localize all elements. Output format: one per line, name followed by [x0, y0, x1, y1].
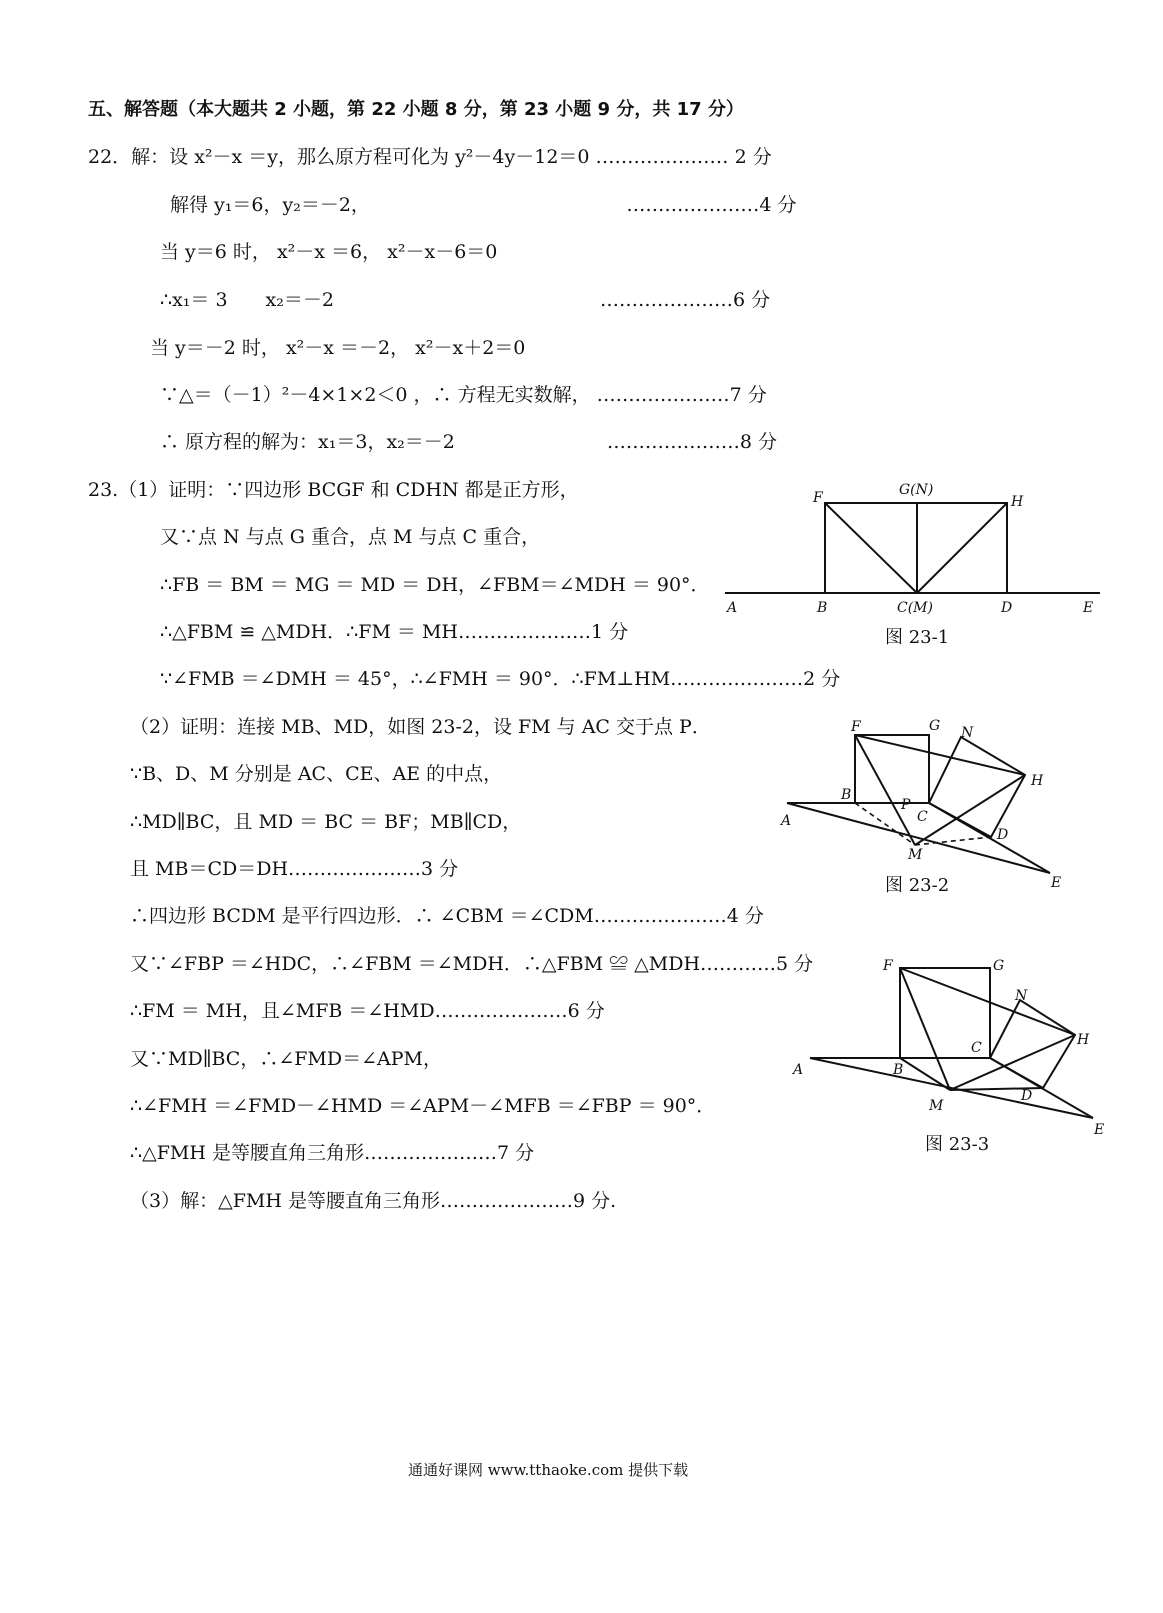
fig1-label-e: E	[1083, 600, 1094, 616]
q22-line-3: 当 y＝6 时， x²－x ＝6， x²－x－6＝0	[160, 241, 498, 263]
fig3-label-g: G	[993, 958, 1005, 974]
q22-line-7: ∴ 原方程的解为：x₁＝3，x₂＝－2 …………………8 分	[160, 431, 778, 453]
q23-p2-line-7: ∴FM ＝ MH，且∠MFB ＝∠HMD…………………6 分	[130, 1000, 605, 1022]
fig2-label-b: B	[841, 787, 852, 803]
q23-p2-line-8: 又∵MD∥BC，∴∠FMD＝∠APM，	[130, 1048, 442, 1070]
fig2-label-c: C	[917, 809, 928, 825]
q22-line-4: ∴x₁＝ 3 x₂＝－2 …………………6 分	[160, 289, 771, 311]
q23-p1-line-3: ∴FB ＝ BM ＝ MG ＝ MD ＝ DH，∠FBM＝∠MDH ＝ 90°．	[160, 574, 710, 596]
fig1-label-d: D	[1001, 600, 1013, 616]
fig1-label-h: H	[1011, 494, 1024, 510]
section-title: 五、解答题（本大题共 2 小题，第 22 小题 8 分，第 23 小题 9 分，共 17 分）	[88, 99, 744, 120]
fig2-label-d: D	[997, 827, 1009, 843]
q23-p2-line-1: （2）证明：连接 MB、MD，如图 23-2，设 FM 与 AC 交于点 P．	[130, 716, 711, 738]
figure-23-1-caption: 图 23-1	[885, 627, 950, 648]
fig3-label-m: M	[929, 1098, 944, 1114]
q23-p2-line-10: ∴△FMH 是等腰直角三角形…………………7 分	[130, 1142, 535, 1164]
fig3-label-b: B	[893, 1062, 904, 1078]
q22-line-5: 当 y＝－2 时， x²－x ＝－2， x²－x＋2＝0	[150, 337, 526, 359]
figure-23-3	[785, 950, 1105, 1140]
q23-p1-line-5: ∵∠FMB ＝∠DMH ＝ 45°，∴∠FMH ＝ 90°．∴FM⊥HM…………………2 分	[160, 668, 841, 690]
fig1-label-f: F	[813, 490, 823, 506]
fig2-label-p: P	[901, 797, 911, 813]
q23-p2-line-3: ∴MD∥BC，且 MD ＝ BC ＝ BF；MB∥CD，	[130, 811, 522, 833]
q23-p2-line-2: ∵B、D、M 分别是 AC、CE、AE 的中点，	[130, 763, 503, 785]
fig1-label-cm: C(M)	[897, 600, 933, 616]
fig3-label-d: D	[1021, 1088, 1033, 1104]
q23-p2-line-5: ∴四边形 BCDM 是平行四边形．∴ ∠CBM ＝∠CDM…………………4 分	[130, 905, 764, 927]
footer-text: 通通好课网 www.tthaoke.com 提供下载	[408, 1461, 689, 1479]
fig3-label-n: N	[1015, 988, 1028, 1004]
q22-line-6: ∵△＝（－1）²－4×1×2＜0 ，∴ 方程无实数解， …………………7 分	[160, 384, 767, 406]
q23-p1-line-2: 又∵点 N 与点 G 重合，点 M 与点 C 重合，	[160, 526, 541, 548]
fig2-label-m: M	[908, 847, 923, 863]
q23-p2-line-6: 又∵∠FBP ＝∠HDC，∴∠FBM ＝∠MDH．∴△FBM ≌ △MDH…………5 分	[130, 953, 814, 975]
fig3-label-f: F	[883, 958, 893, 974]
q23-p2-line-9: ∴∠FMH ＝∠FMD－∠HMD ＝∠APM－∠MFB ＝∠FBP ＝ 90°．	[130, 1095, 716, 1117]
q22-line-2: 解得 y₁＝6，y₂＝－2， …………………4 分	[170, 194, 797, 216]
q23-p2-line-4: 且 MB＝CD＝DH…………………3 分	[130, 858, 459, 880]
fig3-label-c: C	[971, 1040, 982, 1056]
fig2-label-f: F	[851, 719, 861, 735]
fig2-label-g: G	[929, 718, 941, 734]
fig1-label-gn: G(N)	[899, 482, 934, 498]
q23-p1-line-4: ∴△FBM ≌ △MDH．∴FM ＝ MH…………………1 分	[160, 621, 629, 643]
q22-line-1: 22．解：设 x²－x ＝y，那么原方程可化为 y²－4y－12＝0 ………………… 2 分	[88, 146, 772, 168]
fig2-label-a: A	[781, 813, 792, 829]
figure-23-2	[775, 715, 1075, 895]
fig3-label-e: E	[1094, 1122, 1105, 1138]
figure-23-3-caption: 图 23-3	[925, 1134, 990, 1155]
fig3-label-h: H	[1077, 1032, 1090, 1048]
q23-p1-line-1: 23.（1）证明：∵四边形 BCGF 和 CDHN 都是正方形，	[88, 479, 579, 501]
fig1-label-a: A	[727, 600, 738, 616]
figure-23-1	[725, 478, 1105, 628]
fig1-label-b: B	[817, 600, 828, 616]
q23-p3-line-1: （3）解：△FMH 是等腰直角三角形…………………9 分.	[130, 1190, 617, 1212]
fig2-label-h: H	[1031, 773, 1044, 789]
fig3-label-a: A	[793, 1062, 804, 1078]
fig2-label-e: E	[1051, 875, 1062, 891]
figure-23-2-caption: 图 23-2	[885, 875, 950, 896]
fig2-label-n: N	[961, 725, 974, 741]
